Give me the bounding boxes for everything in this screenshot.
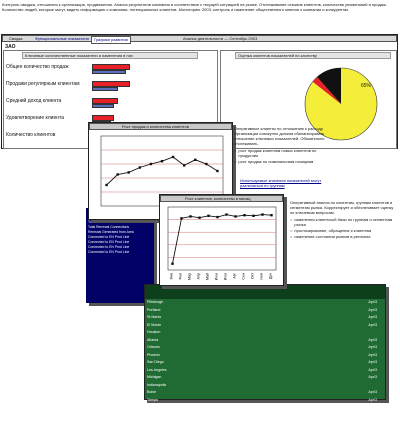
table-city: Columbus — [147, 412, 164, 417]
intro-text: Контроль имиджа, отношения к организации, продвижения. Анализ результатов компании в соответствии с текущей ситуацией на рынке. Отслеживание отзывов клиентов, количества упоминаний и продаж. Количество людей, которые могут видеть информацию о компании, потенциальных клиентов. Мониторинг 2003: контроль и изменение общественного мнения о компании и конкурентах. — [2, 2, 387, 12]
x-tick-label: Ноя — [259, 273, 264, 280]
table-value: Apr/3 — [368, 412, 377, 417]
table-value — [285, 404, 385, 412]
table-city: Michigan — [147, 375, 162, 379]
table-row[interactable] — [145, 374, 385, 382]
table-city: Dover — [147, 420, 157, 424]
chart2-description: Оперативный анализ по клиентам, группам клиентов и сегментам рынка. Корректирует и обеспечивает оценку по ключевым вопросам. — [290, 200, 394, 215]
data-point — [183, 164, 185, 166]
table-row[interactable] — [145, 397, 385, 405]
table-row[interactable] — [145, 337, 385, 345]
dashboard-logo: ЗАО — [5, 44, 16, 50]
chart1-bullet — [234, 159, 328, 164]
x-tick-label: Авг — [232, 273, 237, 279]
bar-label: Количество клиентов — [6, 132, 56, 138]
pie-chart-title: Оценка клиентов показателей по качеству — [235, 52, 391, 59]
table-value: Apr/3 — [368, 322, 377, 327]
table-city: Atlanta — [147, 337, 159, 342]
table-city: Indianapolis — [147, 382, 167, 387]
table-value: Apr/3 — [368, 360, 377, 364]
data-point — [252, 215, 254, 217]
table-city: Portland — [147, 307, 161, 312]
data-point — [225, 213, 227, 215]
chart2-title: Рост клиентов, количество в месяц — [185, 196, 251, 201]
table-row[interactable] — [145, 404, 385, 412]
bar-label: Продажи регулярным клиентам — [6, 81, 80, 87]
data-point — [198, 217, 200, 219]
table-city: Tampa — [147, 397, 158, 402]
green-table-body — [145, 299, 385, 427]
bullet-text: рост продаж клиентам новых клиентов по продуктам — [238, 148, 317, 158]
table-city: Los Angeles — [147, 367, 167, 372]
bar-label: Удовлетворение клиента — [6, 115, 65, 121]
data-point — [205, 163, 207, 165]
chart1-description: Оперативные клиенты по отношению к расходу. Организация совокупно должна сбалансировать отношение ключевых показателей. Обязательно отслеживать. — [234, 126, 325, 146]
data-point — [243, 214, 245, 216]
bullet-text: прогнозирование, обращение к клиентам — [294, 228, 372, 233]
data-point — [116, 173, 118, 175]
x-tick-label: Окт — [250, 273, 255, 280]
chart2-description-box — [290, 200, 396, 280]
table-row[interactable] — [145, 382, 385, 390]
table-row[interactable] — [145, 299, 385, 307]
chart2-title-bar — [160, 195, 283, 202]
data-point — [207, 215, 209, 217]
table-row[interactable] — [145, 359, 385, 367]
table-city: Pittsburgh — [147, 300, 164, 304]
table-row[interactable] — [145, 307, 385, 315]
plot-area — [168, 207, 276, 270]
green-table — [144, 284, 386, 424]
tab-summary[interactable]: Сводка — [9, 36, 23, 41]
chart1-title: Рост продаж и количества клиентов — [122, 124, 189, 129]
bullet-text: изменения клиентской базы по группам и сегментам рынка — [294, 217, 393, 227]
chart1-bullets — [234, 148, 328, 164]
x-tick-label: Дек — [268, 273, 273, 280]
table-row[interactable] — [145, 352, 385, 360]
chart1-title-bar — [89, 123, 232, 130]
bar-row — [4, 97, 217, 106]
table-city: Houston — [147, 330, 161, 334]
data-point — [172, 156, 174, 158]
chart2-plot — [164, 204, 280, 284]
left-list-item[interactable]: Connected to EN Prod Line — [88, 235, 130, 239]
data-point — [194, 159, 196, 161]
bullet-icon: ○ — [290, 234, 293, 239]
bar-row — [4, 63, 217, 72]
green-table-header — [145, 285, 385, 299]
table-value: Apr/3 — [368, 352, 377, 357]
table-value — [285, 382, 385, 390]
bar-label: Общее количество продаж — [6, 64, 69, 70]
bar-chart-title: Ключевые количественные показатели и изменения в них — [22, 52, 198, 59]
x-tick-label: Фев — [178, 273, 183, 280]
bar-blue — [92, 87, 118, 91]
table-city: Phoenix — [147, 352, 160, 357]
dashboard-tab-bar — [2, 35, 397, 42]
table-row[interactable] — [145, 419, 385, 427]
left-list-item[interactable]: Connected to EN Prod Line — [88, 240, 130, 244]
chart2-bullet — [290, 228, 396, 233]
table-value: Apr/3 — [368, 300, 377, 304]
data-point — [189, 215, 191, 217]
chart1-bullet — [234, 148, 328, 158]
table-value: Apr/3 — [368, 375, 377, 379]
table-city: Boise — [147, 390, 156, 394]
table-city: San Diego — [147, 360, 164, 364]
bullet-icon: ○ — [234, 148, 237, 153]
table-row[interactable] — [145, 329, 385, 337]
table-value: Apr/3 — [368, 337, 377, 342]
bullet-icon: ○ — [290, 217, 293, 222]
bar-row — [4, 80, 217, 89]
bullet-icon: ○ — [234, 159, 237, 164]
table-row[interactable] — [145, 389, 385, 397]
x-tick-label: Июл — [223, 273, 228, 281]
table-value: Apr/3 — [368, 307, 377, 312]
chart2-bullet — [290, 217, 396, 227]
data-point — [234, 215, 236, 217]
bar-blue — [92, 104, 114, 108]
table-value: Apr/3 — [368, 315, 377, 319]
x-tick-label: Мар — [187, 273, 192, 281]
table-value: Apr/3 — [368, 345, 377, 349]
table-row[interactable] — [145, 322, 385, 330]
pie-percent-label: 65% — [361, 83, 372, 89]
chart2-window — [159, 194, 284, 286]
table-city: St Marks — [147, 315, 162, 319]
left-list-item[interactable]: Connected to EN Prod Line — [88, 245, 130, 249]
x-tick-label: Июн — [214, 273, 219, 281]
bullet-text: рост продаж по номинальным позициям — [238, 159, 314, 164]
table-value: Apr/3 — [368, 397, 377, 402]
left-list-item[interactable]: Connected to EN Prod Line — [88, 250, 130, 254]
chart2-bullet — [290, 234, 396, 239]
bullet-icon: ○ — [290, 228, 293, 233]
x-tick-label: Янв — [169, 273, 174, 280]
x-tick-label: Апр — [196, 273, 201, 280]
data-point — [216, 170, 218, 172]
table-value: Apr/3 — [368, 367, 377, 372]
chart1-link[interactable]: Используемые значения показателей могут различаться по группам — [240, 178, 322, 188]
data-point — [180, 217, 182, 219]
bullet-text: изменение состояния рынков в регионах — [294, 234, 371, 239]
table-city: Miami — [147, 405, 157, 409]
table-row[interactable] — [145, 412, 385, 420]
chart2-bullets — [290, 217, 396, 239]
data-point — [139, 166, 141, 168]
bar-label: Средний доход клиента — [6, 98, 62, 104]
table-city: Orlando — [147, 345, 160, 349]
left-list-item[interactable]: Total Renewals — [88, 220, 111, 224]
tab-analysis[interactable]: Анализ деятельности — Сентябрь 2003 — [183, 36, 258, 41]
table-city: El Monte — [147, 322, 162, 327]
left-list-item[interactable]: Renewal Generated from Area — [88, 230, 134, 234]
x-tick-label: Сен — [241, 273, 246, 280]
table-value — [285, 419, 385, 427]
bar-blue — [92, 70, 126, 74]
table-value: Apr/3 — [368, 390, 377, 394]
data-point — [105, 184, 107, 186]
data-point — [150, 163, 152, 165]
tab-growth-charts[interactable]: Графики развития — [91, 36, 131, 44]
table-row[interactable] — [145, 367, 385, 375]
table-row[interactable] — [145, 344, 385, 352]
data-point — [128, 171, 130, 173]
data-point — [216, 216, 218, 218]
table-value — [285, 329, 385, 337]
left-list-item[interactable]: Total Renewal Connections — [88, 225, 130, 229]
data-point — [261, 213, 263, 215]
x-tick-label: Май — [205, 273, 210, 281]
data-point — [270, 214, 272, 216]
tab-functional[interactable]: Функциональные показатели — [35, 36, 89, 41]
data-point — [161, 160, 163, 162]
table-row[interactable] — [145, 314, 385, 322]
data-point — [171, 263, 173, 265]
